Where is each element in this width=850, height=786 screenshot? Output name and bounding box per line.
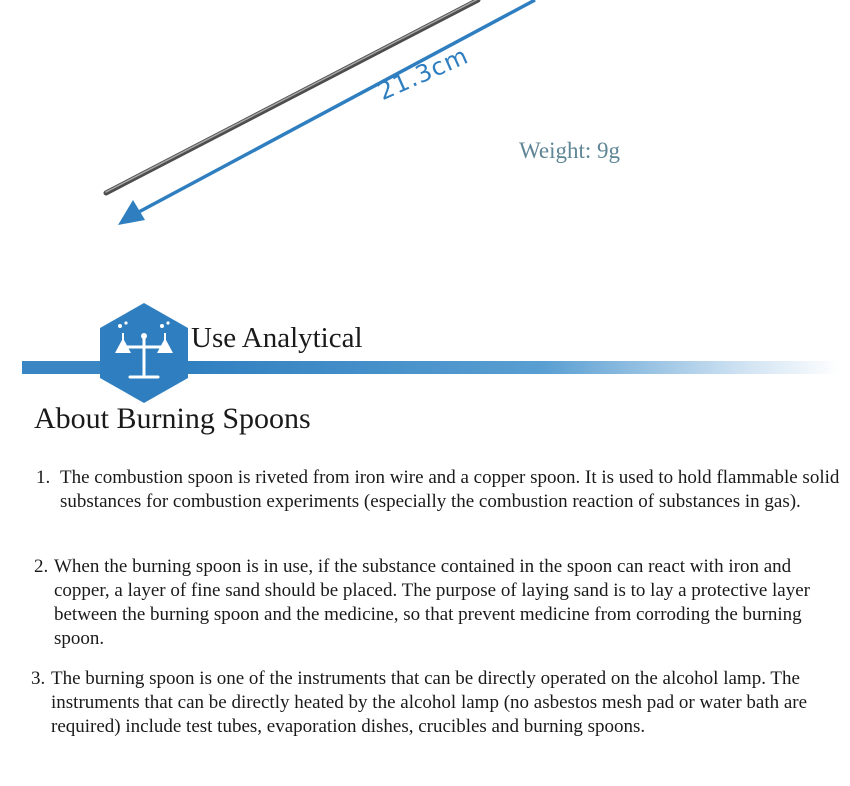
scale-beakers-icon: [100, 303, 188, 403]
product-illustration: [0, 0, 850, 240]
list-item-number: 3.: [31, 668, 46, 689]
list-item-1: [36, 466, 846, 514]
list-item-number: 2.: [34, 556, 49, 577]
list-item-2: [34, 555, 834, 651]
list-item-text: The combustion spoon is riveted from iron wire and a copper spoon. It is used to hold flammable solid substances for combustion experiments (especially the combustion reaction of substances in gas).: [60, 467, 840, 512]
banner-bar-right: [183, 361, 840, 374]
banner-title: Use Analytical: [191, 322, 363, 354]
section-title: About Burning Spoons: [34, 402, 311, 435]
banner-bar-left: [22, 361, 104, 374]
list-item-3: [31, 667, 831, 739]
list-item-text: When the burning spoon is in use, if the substance contained in the spoon can react with iron and copper, a layer of fine sand should be placed. The purpose of laying sand is to lay a protective layer between the burning spoon and the medicine, so that prevent medicine from corroding the burning spoon.: [54, 556, 810, 649]
measure-arrow-line: [135, 0, 535, 214]
spoon-rod-illustration: [0, 0, 850, 240]
iron-rod: [106, 0, 478, 193]
length-label: 21.3cm: [373, 41, 473, 106]
list-item-text: The burning spoon is one of the instruments that can be directly operated on the alcohol lamp. The instruments that can be directly heated by the alcohol lamp (no asbestos mesh pad or water bath are required) include test tubes, evaporation dishes, crucibles and burning spoons.: [51, 668, 808, 737]
list-item-number: 1.: [36, 467, 51, 488]
weight-label: Weight: 9g: [519, 138, 620, 163]
